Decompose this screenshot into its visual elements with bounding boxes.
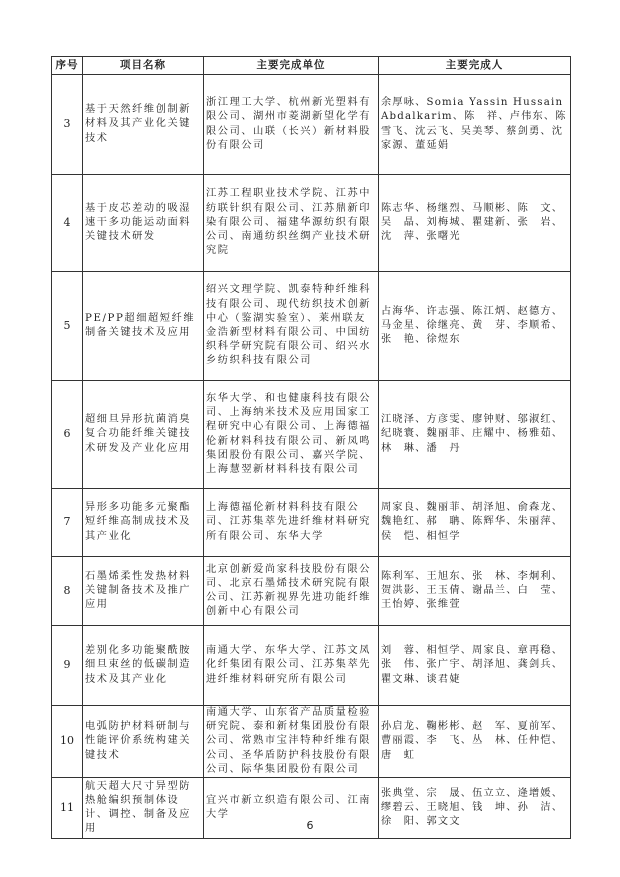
project-name: 航天超大尺寸异型防热舱编织预制体设计、调控、制备及应用 <box>83 778 204 839</box>
row-number: 7 <box>52 489 83 557</box>
project-name: PE/PP超细超短纤维制备关键技术及应用 <box>83 272 204 381</box>
completing-units: 南通大学、东华大学、江苏文凤化纤集团有限公司、江苏集萃先进纤维材料研究所有限公司 <box>204 626 379 706</box>
header-completing-units: 主要完成单位 <box>204 57 379 75</box>
completing-units: 东华大学、和也健康科技有限公司、上海纳米技术及应用国家工程研究中心有限公司、上海德福伦新材料科技有限公司、新凤鸣集团股份有限公司、嘉兴学院、上海慧翌新材料科技有限公司 <box>204 381 379 489</box>
project-name: 基于天然纤维创制新材料及其产业化关键技术 <box>83 75 204 175</box>
project-name: 电弧防护材料研制与性能评价系统构建关键技术 <box>83 706 204 778</box>
row-number: 4 <box>52 175 83 272</box>
completing-units: 江苏工程职业技术学院、江苏中纺联针织有限公司、江苏鼎新印染有限公司、福建华源纺织有限公司、南通纺织丝绸产业技术研究院 <box>204 175 379 272</box>
table-row <box>52 272 571 381</box>
project-name: 石墨烯柔性发热材料关键制备技术及推广应用 <box>83 557 204 626</box>
row-number: 11 <box>52 778 83 839</box>
table-header-row <box>52 57 571 75</box>
project-name: 异形多功能多元聚酯短纤维高制成技术及其产业化 <box>83 489 204 557</box>
completing-persons: 张典堂、宗 晟、伍立立、逄增媛、缪碧云、王晓旭、钱 坤、孙 洁、徐 阳、郭文文 <box>379 778 571 839</box>
header-completing-persons: 主要完成人 <box>379 57 571 75</box>
completing-units: 北京创新爱尚家科技股份有限公司、北京石墨烯技术研究院有限公司、江苏新视界先进功能纤维创新中心有限公司 <box>204 557 379 626</box>
completing-persons: 陈志华、杨继烈、马顺彬、陈 文、吴 晶、刘梅城、瞿建新、张 岩、沈 萍、张曙光 <box>379 175 571 272</box>
completing-units: 南通大学、山东省产品质量检验研究院、泰和新材集团股份有限公司、常熟市宝沣特种纤维有限公司、圣华盾防护科技股份有限公司、际华集团股份有限公司 <box>204 706 379 778</box>
table-row <box>52 626 571 706</box>
completing-persons: 占海华、许志强、陈江炳、赵德方、马金星、徐继亮、黄 芽、李顺希、张 艳、徐煜东 <box>379 272 571 381</box>
table-row <box>52 489 571 557</box>
row-number: 3 <box>52 75 83 175</box>
row-number: 8 <box>52 557 83 626</box>
completing-persons: 孙启龙、鞠彬彬、赵 军、夏前军、曹丽霞、李 飞、丛 林、任仲恺、唐 虹 <box>379 706 571 778</box>
completing-persons: 陈利军、王旭东、张 林、李炯利、贺洪影、王玉倩、谢晶兰、白 莹、王怡婷、张维萱 <box>379 557 571 626</box>
row-number: 9 <box>52 626 83 706</box>
project-name: 差别化多功能聚酰胺细旦束丝的低碳制造技术及其产业化 <box>83 626 204 706</box>
page-number: 6 <box>306 819 314 832</box>
completing-persons: 刘 蓉、相恒学、周家良、章再稳、张 伟、张广宇、胡泽旭、龚剑兵、瞿文琳、谈君婕 <box>379 626 571 706</box>
completing-persons: 周家良、魏丽菲、胡泽旭、俞森龙、魏艳红、郝 聃、陈辉华、朱丽萍、侯 恺、相恒学 <box>379 489 571 557</box>
header-no: 序号 <box>52 57 83 75</box>
project-name: 超细旦异形抗菌消臭复合功能纤维关键技术研发及产业化应用 <box>83 381 204 489</box>
completing-units: 浙江理工大学、杭州新光塑料有限公司、湖州市菱湖新望化学有限公司、山联（长兴）新材料股份有限公司 <box>204 75 379 175</box>
table-row <box>52 175 571 272</box>
table-row <box>52 75 571 175</box>
table-row <box>52 381 571 489</box>
completing-persons: 余厚咏、Somia Yassin Hussain Abdalkarim、陈 祥、卢伟东、陈雪飞、沈云飞、吴美琴、蔡剑勇、沈家源、董延娟 <box>379 75 571 175</box>
row-number: 5 <box>52 272 83 381</box>
header-project-name: 项目名称 <box>83 57 204 75</box>
awards-table <box>51 56 571 839</box>
completing-units: 绍兴文理学院、凯泰特种纤维科技有限公司、现代纺织技术创新中心（鉴湖实验室）、莱州联友金浩新型材料有限公司、中国纺织科学研究院有限公司、绍兴水乡纺织科技有限公司 <box>204 272 379 381</box>
table-row <box>52 557 571 626</box>
table-row <box>52 706 571 778</box>
row-number: 10 <box>52 706 83 778</box>
project-name: 基于皮芯差动的吸湿速干多功能运动面料关键技术研发 <box>83 175 204 272</box>
row-number: 6 <box>52 381 83 489</box>
completing-units: 上海德福伦新材料科技有限公司、江苏集萃先进纤维材料研究所有限公司、东华大学 <box>204 489 379 557</box>
completing-units: 宜兴市新立织造有限公司、江南大学 <box>204 778 379 839</box>
completing-persons: 江晓泽、方彦雯、廖钟财、邬淑红、纪晓寰、魏丽菲、庄耀中、杨雅茹、林 琳、潘 丹 <box>379 381 571 489</box>
